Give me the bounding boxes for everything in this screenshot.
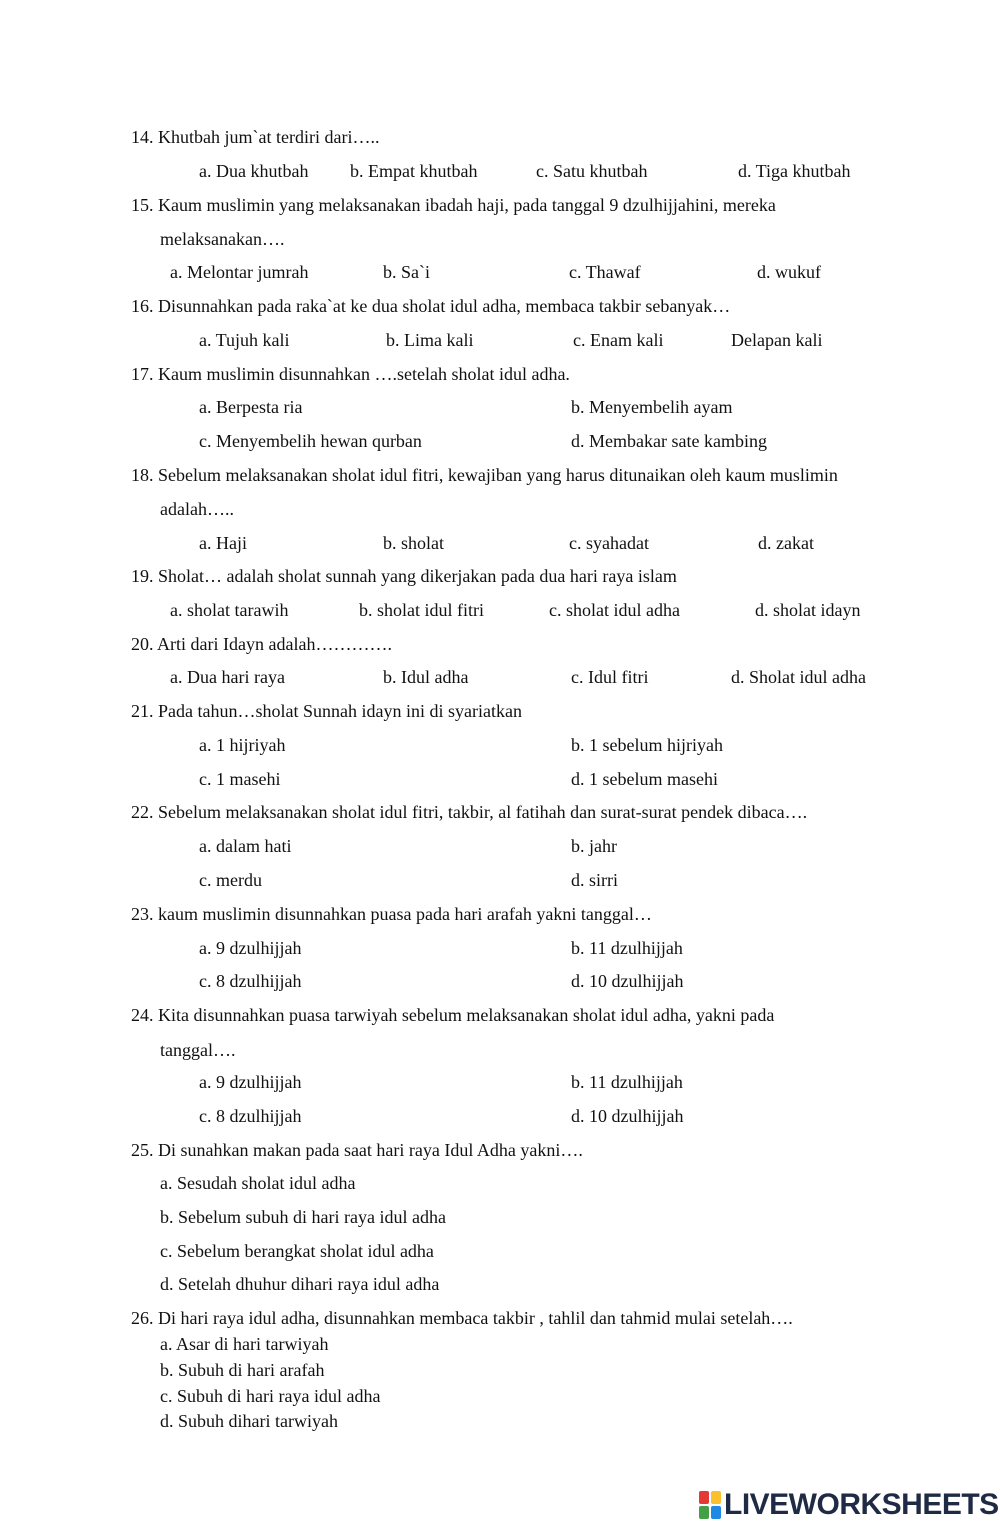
option-16c[interactable]: c. Enam kali	[573, 330, 664, 350]
option-23b[interactable]: b. 11 dzulhijjah	[571, 938, 683, 958]
option-21a[interactable]: a. 1 hijriyah	[199, 735, 286, 755]
question-25: 25. Di sunahkan makan pada saat hari raya Idul Adha yakni….	[131, 1140, 583, 1160]
question-20: 20. Arti dari Idayn adalah………….	[131, 634, 392, 654]
option-26c[interactable]: c. Subuh di hari raya idul adha	[160, 1386, 381, 1406]
option-15d[interactable]: d. wukuf	[757, 262, 821, 282]
option-25a[interactable]: a. Sesudah sholat idul adha	[160, 1173, 356, 1193]
question-21: 21. Pada tahun…sholat Sunnah idayn ini di syariatkan	[131, 701, 522, 721]
option-20d[interactable]: d. Sholat idul adha	[731, 667, 866, 687]
option-26a[interactable]: a. Asar di hari tarwiyah	[160, 1334, 329, 1354]
option-21b[interactable]: b. 1 sebelum hijriyah	[571, 735, 723, 755]
option-25b[interactable]: b. Sebelum subuh di hari raya idul adha	[160, 1207, 446, 1227]
option-20a[interactable]: a. Dua hari raya	[170, 667, 285, 687]
question-18-cont: adalah…..	[160, 499, 234, 519]
option-20c[interactable]: c. Idul fitri	[571, 667, 649, 687]
question-19: 19. Sholat… adalah sholat sunnah yang dikerjakan pada dua hari raya islam	[131, 566, 677, 586]
liveworksheets-logo-icon	[698, 1490, 722, 1520]
option-22d[interactable]: d. sirri	[571, 870, 618, 890]
option-23d[interactable]: d. 10 dzulhijjah	[571, 971, 684, 991]
question-24-cont: tanggal….	[160, 1040, 236, 1060]
question-18: 18. Sebelum melaksanakan sholat idul fitri, kewajiban yang harus ditunaikan oleh kaum muslimin	[131, 465, 838, 485]
option-18d[interactable]: d. zakat	[758, 533, 814, 553]
option-21d[interactable]: d. 1 sebelum masehi	[571, 769, 718, 789]
option-17d[interactable]: d. Membakar sate kambing	[571, 431, 767, 451]
option-14c[interactable]: c. Satu khutbah	[536, 161, 648, 181]
question-15-cont: melaksanakan….	[160, 229, 285, 249]
option-17a[interactable]: a. Berpesta ria	[199, 397, 303, 417]
option-15a[interactable]: a. Melontar jumrah	[170, 262, 309, 282]
question-17: 17. Kaum muslimin disunnahkan ….setelah sholat idul adha.	[131, 364, 570, 384]
option-14b[interactable]: b. Empat khutbah	[350, 161, 478, 181]
question-26: 26. Di hari raya idul adha, disunnahkan membaca takbir , tahlil dan tahmid mulai setelah….	[131, 1308, 793, 1328]
option-22c[interactable]: c. merdu	[199, 870, 262, 890]
option-18c[interactable]: c. syahadat	[569, 533, 649, 553]
option-24c[interactable]: c. 8 dzulhijjah	[199, 1106, 302, 1126]
option-18b[interactable]: b. sholat	[383, 533, 444, 553]
option-17c[interactable]: c. Menyembelih hewan qurban	[199, 431, 422, 451]
liveworksheets-logo	[698, 1488, 999, 1522]
option-26b[interactable]: b. Subuh di hari arafah	[160, 1360, 325, 1380]
option-21c[interactable]: c. 1 masehi	[199, 769, 281, 789]
question-16: 16. Disunnahkan pada raka`at ke dua sholat idul adha, membaca takbir sebanyak…	[131, 296, 731, 316]
question-14: 14. Khutbah jum`at terdiri dari…..	[131, 127, 380, 147]
option-16a[interactable]: a. Tujuh kali	[199, 330, 290, 350]
option-25c[interactable]: c. Sebelum berangkat sholat idul adha	[160, 1241, 434, 1261]
option-19c[interactable]: c. sholat idul adha	[549, 600, 680, 620]
option-16d[interactable]: Delapan kali	[731, 330, 823, 350]
option-22b[interactable]: b. jahr	[571, 836, 617, 856]
option-23c[interactable]: c. 8 dzulhijjah	[199, 971, 302, 991]
option-15c[interactable]: c. Thawaf	[569, 262, 641, 282]
option-22a[interactable]: a. dalam hati	[199, 836, 292, 856]
option-26d[interactable]: d. Subuh dihari tarwiyah	[160, 1411, 338, 1431]
option-19a[interactable]: a. sholat tarawih	[170, 600, 289, 620]
option-23a[interactable]: a. 9 dzulhijjah	[199, 938, 302, 958]
option-14a[interactable]: a. Dua khutbah	[199, 161, 309, 181]
option-17b[interactable]: b. Menyembelih ayam	[571, 397, 733, 417]
option-16b[interactable]: b. Lima kali	[386, 330, 474, 350]
option-25d[interactable]: d. Setelah dhuhur dihari raya idul adha	[160, 1274, 440, 1294]
question-15: 15. Kaum muslimin yang melaksanakan ibadah haji, pada tanggal 9 dzulhijjahini, mereka	[131, 195, 776, 215]
option-14d[interactable]: d. Tiga khutbah	[738, 161, 851, 181]
option-24d[interactable]: d. 10 dzulhijjah	[571, 1106, 684, 1126]
option-19b[interactable]: b. sholat idul fitri	[359, 600, 484, 620]
option-19d[interactable]: d. sholat idayn	[755, 600, 861, 620]
option-20b[interactable]: b. Idul adha	[383, 667, 469, 687]
option-15b[interactable]: b. Sa`i	[383, 262, 430, 282]
liveworksheets-wordmark: LIVEWORKSHEETS	[724, 1488, 999, 1521]
question-23: 23. kaum muslimin disunnahkan puasa pada hari arafah yakni tanggal…	[131, 904, 652, 924]
option-18a[interactable]: a. Haji	[199, 533, 247, 553]
question-22: 22. Sebelum melaksanakan sholat idul fitri, takbir, al fatihah dan surat-surat pendek dibaca….	[131, 802, 808, 822]
option-24a[interactable]: a. 9 dzulhijjah	[199, 1072, 302, 1092]
question-24: 24. Kita disunnahkan puasa tarwiyah sebelum melaksanakan sholat idul adha, yakni pada	[131, 1005, 775, 1025]
option-24b[interactable]: b. 11 dzulhijjah	[571, 1072, 683, 1092]
